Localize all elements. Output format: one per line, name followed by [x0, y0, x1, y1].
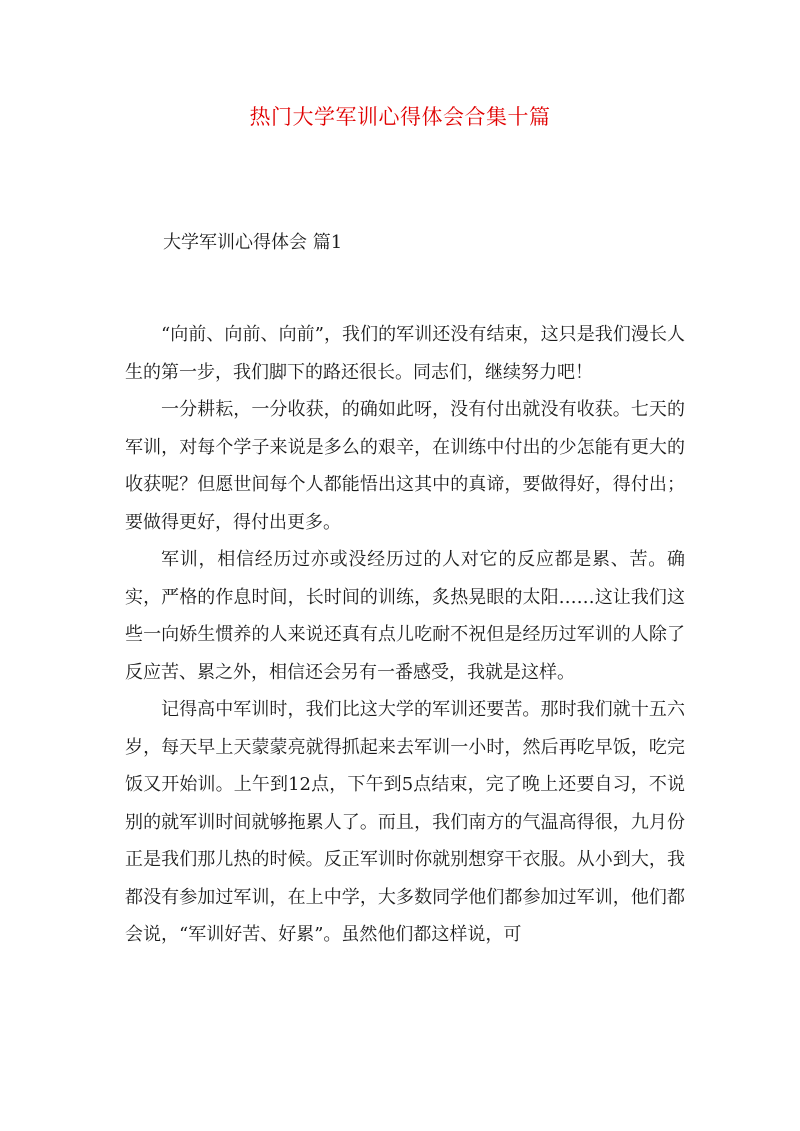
paragraph: “向前、向前、向前”，我们的军训还没有结束，这只是我们漫长人生的第一步，我们脚下的路还很长。同志们，继续努力吧！ — [125, 324, 685, 383]
section-heading: 大学军训心得体会 篇1 — [163, 232, 343, 253]
paragraph: 一分耕耘，一分收获，的确如此呀，没有付出就没有收获。七天的军训，对每个学子来说是多么的艰辛，在训练中付出的少怎能有更大的收获呢？但愿世间每个人都能悟出这其中的真谛，要做得好，得付出；要做得更好，得付出更多。 — [125, 399, 685, 533]
paragraph: 军训，相信经历过亦或没经历过的人对它的反应都是累、苦。确实，严格的作息时间，长时间的训练，炙热晃眼的太阳……这让我们这些一向娇生惯养的人来说还真有点儿吃耐不祝但是经历过军训的人除了反应苦、累之外，相信还会另有一番感受，我就是这样。 — [125, 549, 685, 683]
document-body — [125, 316, 685, 954]
document-title: 热门大学军训心得体会合集十篇 — [249, 105, 551, 129]
paragraph: 记得高中军训时，我们比这大学的军训还要苦。那时我们就十五六岁，每天早上天蒙蒙亮就得抓起来去军训一小时，然后再吃早饭，吃完饭又开始训。上午到12点，下午到5点结束，完了晚上还要自习，不说别的就军训时间就够拖累人了。而且，我们南方的气温高得很，九月份正是我们那儿热的时候。反正军训时你就别想穿干衣服。从小到大，我都没有参加过军训，在上中学，大多数同学他们都参加过军训，他们都会说，“军训好苦、好累”。虽然他们都这样说，可 — [125, 699, 685, 945]
